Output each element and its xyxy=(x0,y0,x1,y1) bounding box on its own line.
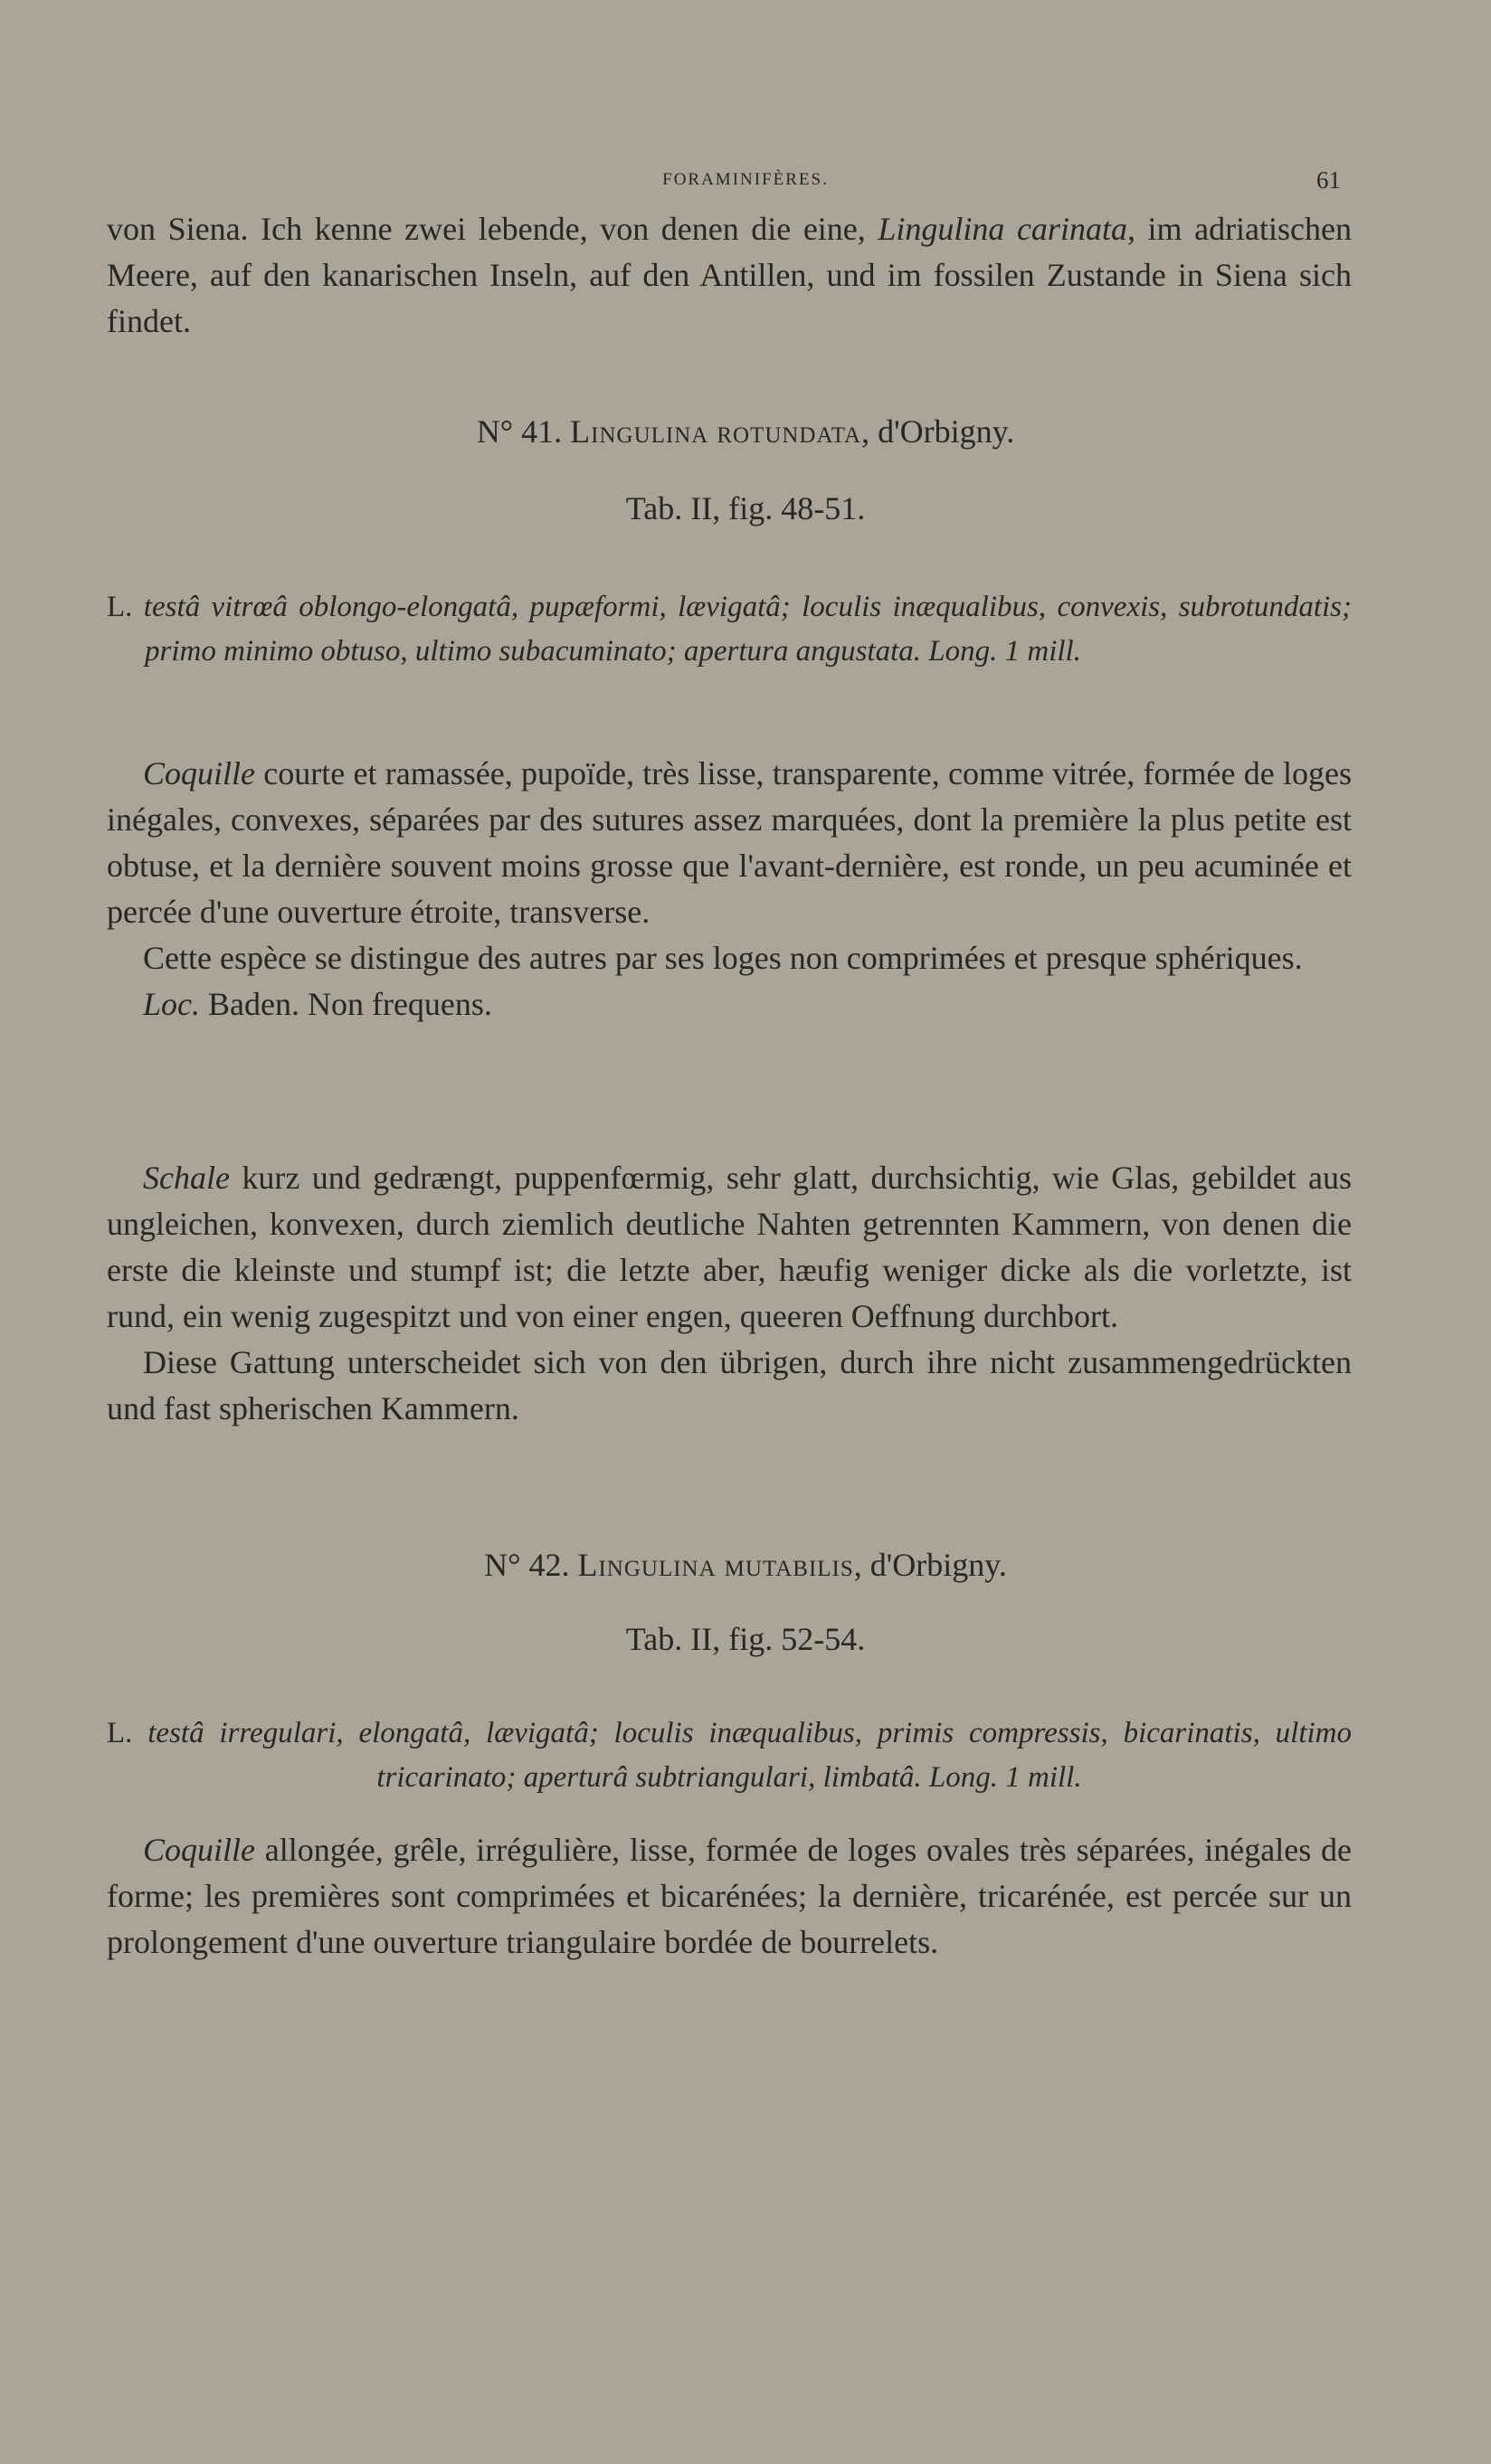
running-title: FORAMINIFÈRES. xyxy=(662,170,829,189)
french-description: courte et ramassée, pupoïde, très lisse, transparente, comme vitrée, formée de loges inégales, convexes, séparées par des sutures assez marquées, dont la première la plus petite est obtuse, et la dernière souvent moins grosse que l'avant-dernière, est ronde, un peu acuminée et percée d'une ouverture étroite, transverse. xyxy=(107,755,1352,930)
species-41-german xyxy=(107,1155,1352,1432)
german-lead: Schale xyxy=(143,1160,230,1196)
species-42-heading xyxy=(0,1545,1491,1585)
latin-diagnosis: testâ vitrœâ oblongo-elongatâ, pupæformi, lævigatâ; loculis inæqualibus, convexis, subrotundatis; primo minimo obtuso, ultimo subacuminato; apertura angustata. Long. 1 mill. xyxy=(143,591,1352,668)
french-description: allongée, grêle, irrégulière, lisse, formée de loges ovales très séparées, inégales de forme; les premières sont comprimées et bicarénées; la dernière, tricarénée, est percée sur un prolongement d'une ouverture triangulaire bordée de bourrelets. xyxy=(107,1832,1352,1960)
locality-lead: Loc. xyxy=(143,986,200,1022)
species-42-latin xyxy=(107,1711,1352,1800)
species-number: N° 41. xyxy=(476,413,563,450)
species-epithet: mutabilis xyxy=(724,1547,854,1583)
species-42-plate: Tab. II, fig. 52-54. xyxy=(625,1621,866,1657)
species-number: N° 42. xyxy=(484,1547,570,1583)
latin-lead: L. xyxy=(107,1717,133,1749)
intro-text-2: , im adriatischen Meere, auf den kanarischen Inseln, auf den Antillen, und im fossilen Zustande in Siena sich findet. xyxy=(107,211,1353,339)
species-41-latin xyxy=(107,585,1352,674)
intro-text: von Siena. Ich kenne zwei lebende, von denen die eine, xyxy=(107,211,878,247)
latin-diagnosis: testâ irregulari, elongatâ, lævigatâ; loculis inæqualibus, primis compressis, bicarinatis, ultimo tricarinato; aperturâ subtriangulari, limbatâ. Long. 1 mill. xyxy=(147,1717,1352,1794)
german-description: kurz und gedrængt, puppenfœrmig, sehr glatt, durchsichtig, wie Glas, gebildet aus ungleichen, konvexen, durch ziemlich deutliche Nahten getrennten Kammern, von denen die erste die kleinste und stumpf ist; die letzte aber, hæufig weniger dicke als die vorletzte, ist rund, ein wenig zugespitzt und von einer engen, queeren Oeffnung durchbort. xyxy=(107,1160,1352,1334)
running-header xyxy=(0,166,1491,194)
species-41-heading xyxy=(0,412,1491,451)
german-remark: Diese Gattung unterscheidet sich von den übrigen, durch ihre nicht zusammengedrückten und fast spherischen Kammern. xyxy=(107,1344,1352,1426)
species-42-french xyxy=(107,1827,1352,1966)
page-number: 61 xyxy=(1316,166,1341,194)
locality: Baden. Non frequens. xyxy=(200,986,492,1022)
french-lead: Coquille xyxy=(143,755,255,791)
species-genus: Lingulina xyxy=(577,1547,717,1583)
species-author: , d'Orbigny. xyxy=(861,413,1015,450)
species-author: , d'Orbigny. xyxy=(853,1547,1007,1583)
species-41-french xyxy=(107,751,1352,1028)
latin-lead: L. xyxy=(107,591,133,623)
french-remark: Cette espèce se distingue des autres par ses loges non comprimées et presque sphériques. xyxy=(143,940,1303,976)
intro-italic: Lingulina carinata xyxy=(878,211,1127,247)
species-genus: Lingulina xyxy=(570,413,709,450)
intro-paragraph xyxy=(107,206,1352,345)
french-lead: Coquille xyxy=(143,1832,255,1868)
species-41-plate: Tab. II, fig. 48-51. xyxy=(625,490,866,526)
species-epithet: rotundata xyxy=(717,413,862,450)
